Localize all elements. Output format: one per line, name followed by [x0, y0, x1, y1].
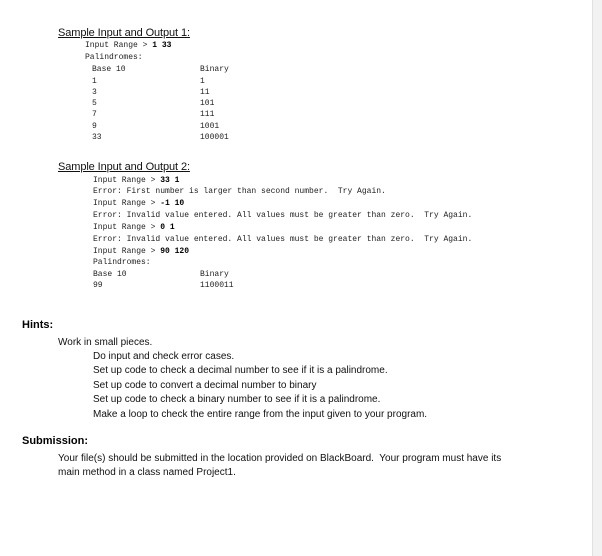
sample2-input-line — [93, 199, 184, 208]
table-row-bin: 1 — [200, 77, 205, 86]
table-row-bin: 1001 — [200, 122, 220, 131]
hint-item: Set up code to convert a decimal number to binary — [93, 380, 317, 391]
table-row-dec: 3 — [92, 88, 97, 97]
hint-item: Set up code to check a binary number to see if it is a palindrome. — [93, 394, 381, 405]
input-prompt: Input Range > — [93, 176, 161, 185]
input-prompt: Input Range > — [93, 247, 161, 256]
input-prompt: Input Range > — [93, 223, 161, 232]
input-value: 1 33 — [152, 41, 172, 50]
table-row-bin: 100001 — [200, 133, 229, 142]
table-row-bin: 111 — [200, 110, 215, 119]
hint-item: Do input and check error cases. — [93, 351, 235, 362]
sample2-heading: Sample Input and Output 2: — [58, 161, 190, 173]
sample1-col-base: Base 10 — [92, 65, 126, 74]
table-row-dec: 7 — [92, 110, 97, 119]
submission-text-line2: main method in a class named Project1. — [58, 467, 236, 478]
sample2-input-line — [93, 223, 175, 232]
sample2-input-line — [93, 176, 179, 185]
sample2-error-line: Error: First number is larger than second number. Try Again. — [93, 187, 386, 196]
table-row-bin: 11 — [200, 88, 210, 97]
sample2-col-base: Base 10 — [93, 270, 127, 279]
sample2-input-line — [93, 247, 189, 256]
table-row-dec: 5 — [92, 99, 97, 108]
input-value: 90 120 — [160, 247, 190, 256]
submission-title: Submission: — [22, 435, 89, 447]
table-row-bin: 101 — [200, 99, 215, 108]
sample2-col-binary: Binary — [200, 270, 229, 279]
input-value: 33 1 — [160, 176, 180, 185]
sample2-error-line: Error: Invalid value entered. All values must be greater than zero. Try Again. — [93, 235, 473, 244]
table-row-dec: 1 — [92, 77, 97, 86]
input-value: -1 10 — [160, 199, 185, 208]
sample1-input-line — [85, 41, 171, 50]
sample1-palindromes-label: Palindromes: — [85, 53, 143, 62]
sample2-palindromes-label: Palindromes: — [93, 258, 151, 267]
sample1-heading: Sample Input and Output 1: — [58, 27, 190, 39]
hints-title: Hints: — [22, 319, 54, 331]
viewer-scroll-edge[interactable] — [592, 0, 602, 556]
input-value: 0 1 — [160, 223, 175, 232]
hint-item: Make a loop to check the entire range from the input given to your program. — [93, 409, 428, 420]
hint-item: Set up code to check a decimal number to see if it is a palindrome. — [93, 365, 388, 376]
input-prompt: Input Range > — [85, 41, 153, 50]
sample1-col-binary: Binary — [200, 65, 229, 74]
table-row-dec: 9 — [92, 122, 97, 131]
sample2-error-line: Error: Invalid value entered. All values must be greater than zero. Try Again. — [93, 211, 473, 220]
submission-text-line1: Your file(s) should be submitted in the location provided on BlackBoard. Your program must have its — [58, 453, 502, 464]
hints-intro: Work in small pieces. — [58, 337, 153, 348]
table-row-bin: 1100011 — [200, 281, 234, 290]
table-row-dec: 33 — [92, 133, 102, 142]
table-row-dec: 99 — [93, 281, 103, 290]
input-prompt: Input Range > — [93, 199, 161, 208]
